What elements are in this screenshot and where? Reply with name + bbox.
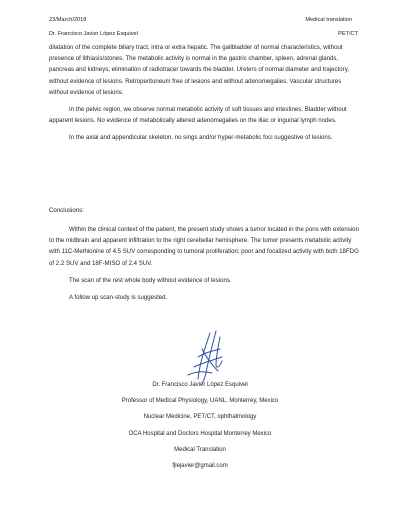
conclusions-paragraph-followup: A follow up scan-study is suggested.: [69, 294, 168, 302]
signature-block: [100, 377, 300, 474]
findings-paragraph-abdomen: dilatation of the complete biliary tract, intra or extra hepatic. The gallbladder of normal characteristics, without presence of lithiasis/stones. The metabolic activity is normal in the gastric chamber, spleen, adrenal glands, pancreas and kidneys; elimination of radiotracer towards the bladder. Ureters of normal diameter and trajectory, without evidence of lesions. Retroperitoneum free of lesions and without adenomegalies. Vascular structures without evidence of lesions.: [49, 44, 349, 96]
findings-section: [49, 42, 361, 144]
signatory-specialty: Nuclear Medicine, PET/CT, ophthalmology: [143, 414, 257, 421]
signatory-hospital: OCA Hospital and Doctors Hospital Monterrey Mexico: [128, 430, 272, 437]
conclusions-title: Conclusions:: [49, 207, 84, 214]
header-author: Dr. Francisco Javier López Esquivel: [49, 31, 138, 37]
header-doc-type: Medical translation: [305, 17, 352, 23]
conclusions-paragraph-tumor: Within the clinical context of the patient, the present study shows a tumor located in the pons with extension to the midbrain and apparent infiltration to the right cerebellar hemisphere. The tumor presents metabolic activity with 11C-Methionine of 4.5 SUV corresponding to tumoral proliferation; poor and focalized activity with both 18FDG of 2.2 SUV and 18F-MISO of 2.4 SUV.: [49, 226, 359, 267]
signatory-name: Dr. Francisco Javier López Esquivel: [152, 382, 248, 388]
header-section: PET/CT: [338, 31, 358, 37]
signatory-role: Medical Translation: [174, 446, 226, 453]
conclusions-paragraph-rest: The scan of the rest whole body without evidence of lesions.: [69, 276, 232, 284]
conclusions-section: [49, 224, 361, 303]
findings-paragraph-pelvis: In the pelvic region, we observe normal metabolic activity of soft tissues and intestines. Bladder without apparent lesions. No evidence of metabolically altered adenomegalies on the iliac or inguinal lymph nodes.: [49, 106, 347, 125]
signatory-email: fjlejavier@gmail.com: [172, 463, 228, 470]
signatory-title: Professor of Medical Physiology, UANL. Monterrey, Mexico: [121, 398, 279, 405]
header-date: 23/March/2018: [49, 17, 87, 23]
findings-paragraph-skeleton: In the axial and appendicular skeleton, no sings and/or hyper-metabolic foci suggestive of lesions.: [69, 134, 333, 142]
